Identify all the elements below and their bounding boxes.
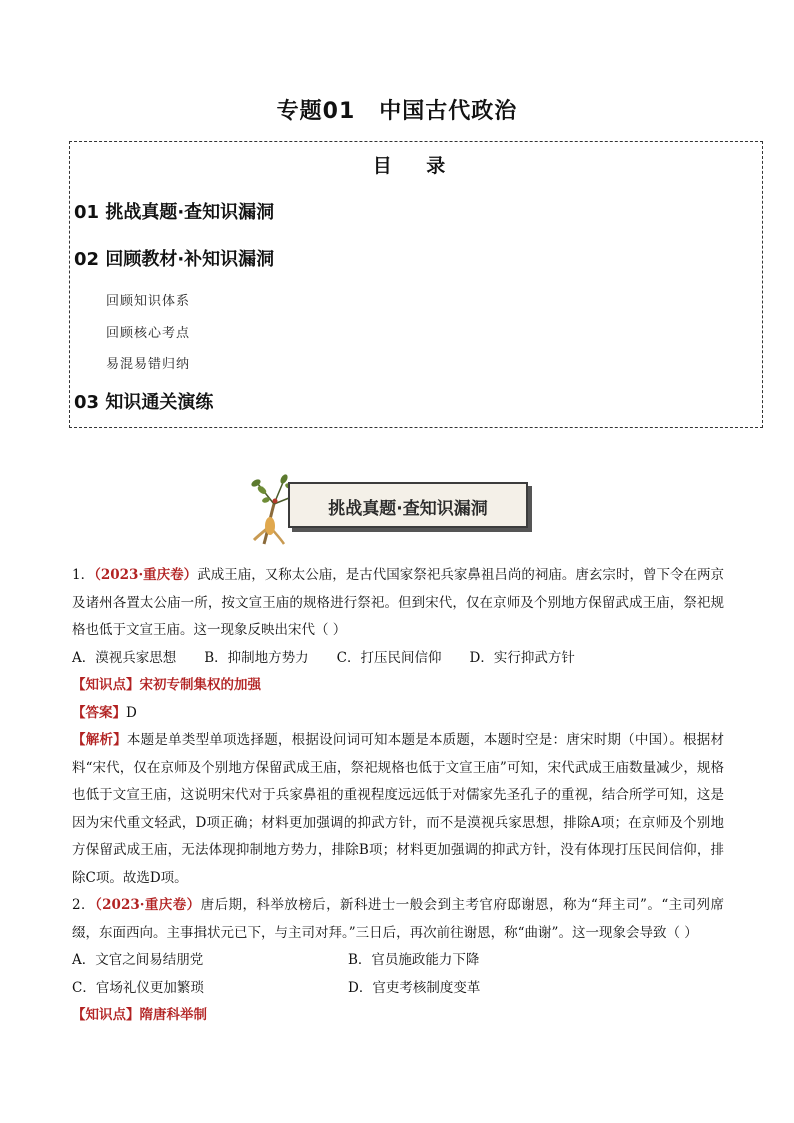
option-d[interactable]: D．实行抑武方针	[469, 649, 575, 666]
question-2-options-row-2	[72, 975, 724, 1003]
question-1-analysis	[72, 727, 724, 892]
option-c[interactable]: C．打压民间信仰	[336, 649, 442, 666]
question-1-knowledge	[72, 672, 724, 700]
page-title-topic-number: 专题01	[276, 99, 356, 124]
toc-section-01[interactable]: 01 挑战真题·查知识漏洞	[74, 202, 275, 223]
question-source: （2023·重庆卷）	[94, 567, 198, 583]
question-text: 武成王庙，又称太公庙，是古代国家祭祀兵家鼻祖吕尚的祠庙。唐玄宗时，曾下令在两京及诸州各置太公庙一所，按文宣王庙的规格进行祭祀。但到宋代，仅在京师及个别地方保留武成王庙，祭祀规格也低于文宣王庙。这一现象反映出宋代（ ）	[72, 567, 724, 638]
question-number: 2．	[72, 897, 95, 913]
knowledge-value: 宋初专制集权的加强	[139, 677, 261, 693]
question-2-stem	[72, 892, 724, 947]
question-2-knowledge	[72, 1002, 724, 1030]
answer-label: 【答案】	[72, 704, 126, 721]
section-banner	[244, 474, 536, 546]
option-a[interactable]: A．文官之间易结朋党	[72, 952, 204, 968]
page-title-topic-name: 中国古代政治	[379, 99, 518, 124]
table-of-contents	[69, 141, 763, 428]
knowledge-value: 隋唐科举制	[139, 1007, 207, 1023]
question-source: （2023·重庆卷）	[94, 897, 201, 913]
page-title	[0, 94, 794, 125]
option-d[interactable]: D．官吏考核制度变革	[348, 979, 481, 996]
question-text: 唐后期，科举放榜后，新科进士一般会到主考官府邸谢恩，称为“拜主司”。“主司列席缀，东面西向。主事揖状元已下，与主司对拜。”三日后，再次前往谢恩，称“曲谢”。这一现象会导致（ ）	[72, 897, 724, 941]
knowledge-label: 【知识点】	[72, 677, 140, 693]
question-1-stem	[72, 562, 724, 645]
question-number: 1．	[72, 567, 95, 583]
banner-box	[288, 482, 528, 528]
option-b[interactable]: B．官员施政能力下降	[348, 952, 480, 968]
option-b[interactable]: B．抑制地方势力	[204, 649, 309, 666]
question-1-answer	[72, 700, 724, 728]
analysis-text: 本题是单类型单项选择题，根据设问词可知本题是本质题，本题时空是：唐宋时期（中国）。根据材料“宋代，仅在京师及个别地方保留武成王庙，祭祀规格也低于文宣王庙”可知，宋代武成王庙数量减少，规格也低于文宣王庙，这说明宋代对于兵家鼻祖的重视程度远远低于对儒家先圣孔子的重视，结合所学可知，这是因为宋代重文轻武，D项正确；材料更加强调的抑武方针，而不是漠视兵家思想，排除A项；在京师及个别地方保留武成王庙，无法体现抑制地方势力，排除B项；材料更加强调的抑武方针，没有体现打压民间信仰，排除C项。故选D项。	[72, 732, 725, 886]
question-2-options-row-1	[72, 947, 724, 975]
option-c[interactable]: C．官场礼仪更加繁琐	[72, 979, 204, 996]
toc-section-03[interactable]: 03 知识通关演练	[74, 392, 214, 413]
banner-title: 挑战真题·查知识漏洞	[328, 499, 488, 519]
analysis-label: 【解析】	[72, 732, 127, 748]
knowledge-label: 【知识点】	[72, 1007, 140, 1023]
toc-subitem-core-points[interactable]: 回顾核心考点	[106, 326, 191, 341]
toc-heading: 目 录	[372, 155, 460, 177]
question-1-options	[72, 645, 724, 673]
toc-subitem-knowledge-system[interactable]: 回顾知识体系	[106, 294, 191, 309]
option-a[interactable]: A．漠视兵家思想	[72, 649, 177, 666]
answer-value: D	[126, 704, 137, 721]
toc-section-02[interactable]: 02 回顾教材·补知识漏洞	[74, 249, 275, 270]
question-content	[72, 562, 724, 1030]
toc-subitem-error-summary[interactable]: 易混易错归纳	[106, 357, 191, 372]
